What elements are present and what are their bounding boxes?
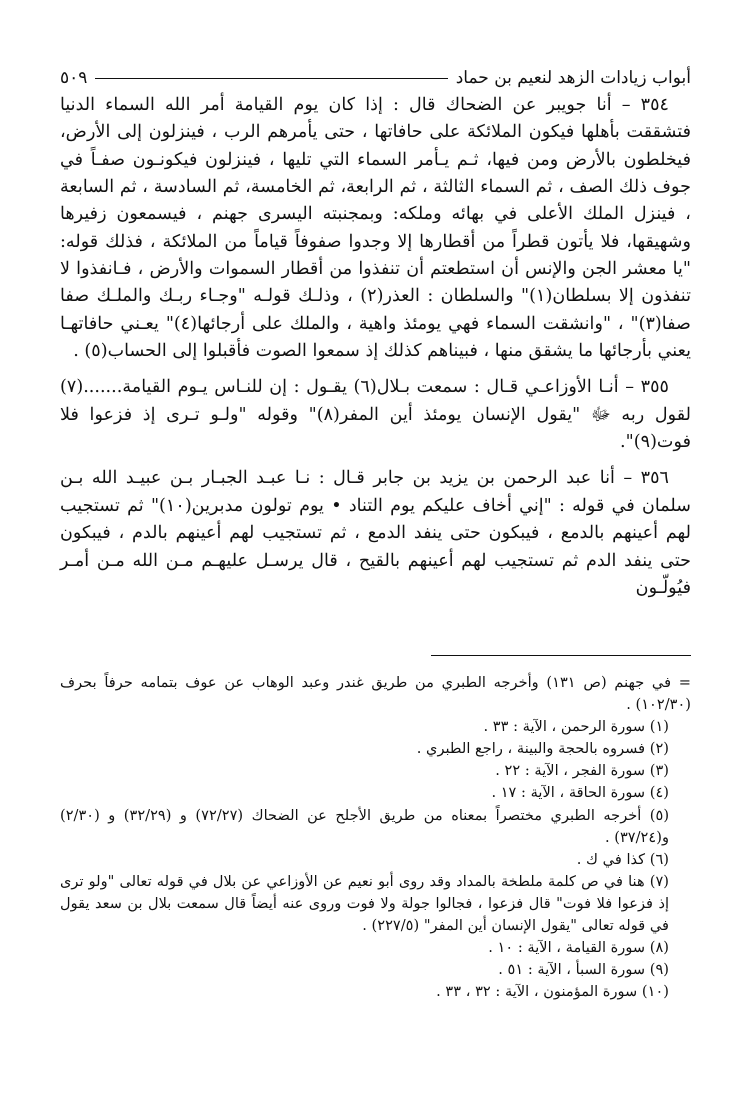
- header-rule: [95, 78, 447, 79]
- body-text: [60, 92, 691, 611]
- footnote-4: (٤) سورة الحاقة ، الآية : ١٧ .: [491, 784, 669, 802]
- footnote-6: (٦) كذا في ك .: [576, 850, 669, 868]
- page-number: ٥٠٩: [60, 68, 88, 88]
- paragraph-355: ٣٥٥ – أنـا الأوزاعـي قـال : سمعت بـلال(٦) يقـول : إن للنـاس يـوم القيامة.......(٧) لقول ربه ﷻ "يقول الإنسان يومئذ أين المفر(٨)" وقوله "ولـو تـرى إذ فزعوا فلا فوت(٩)".: [60, 377, 691, 453]
- footnote-9: (٩) سورة السبأ ، الآية : ٥١ .: [498, 961, 669, 979]
- paragraph-354: ٣٥٤ – أنا جويبر عن الضحاك قال : إذا كان يوم القيامة أمر الله السماء الدنيا فتشققت بأهلها فيكون الملائكة على حافاتها ، حتى يأمرهم الرب ، فينزلون إلى الأرض، فيخلطون بالأرض ومن فيها، ثـم يـأمر السماء التي تليها ، فينزلون فيكونـون صفـاً في جوف ذلك الصف ، ثم السماء الثالثة ، ثم الرابعة، ثم الخامسة، ثم السادسة ، ثم السابعة ، فينزل الملك الأعلى في بهائه وملكه: وبمجنبته اليسرى جهنم ، فيسمعون زفيرها وشهيقها، فلا يأتون قطراً من أقطارها إلا وجدوا صفوفاً قياماً من الملائكة ، فذلك قوله: "يا معشر الجن والإنس أن استطعتم أن تنفذوا من أقطار السموات والأرض ، فـانفذوا لا تنفذون إلا بسلطان(١)" والسلطان : العذر(٢) ، وذلـك قولـه "وجـاء ربـك والملـك صفا صفا(٣)" ، "وانشقت السماء فهي يومئذ واهية ، والملك على أرجائها(٤)" يعـني حافاتهـا يعني بأرجائها ما يشقق منها ، فبيناهم كذلك إذ سمعوا الصوت فأقبلوا إلى الحساب(٥) .: [60, 95, 691, 362]
- paragraph-356: ٣٥٦ – أنا عبد الرحمن بن يزيد بن جابر قـال : نـا عبـد الجبـار بـن عبيـد الله بـن سلمان في قوله : "إني أخاف عليكم يوم التناد • يوم تولون مدبرين(١٠)" ثم تستجيب لهم أعينهم بالدمع ، فيبكون حتى ينفد الدمع ، ثم تستجيب لهم أعينهم بالدم ، فيبكون حتى ينفد الدم ثم تستجيب لهم أعينهم بالقيح ، قال يرسـل عليهـم مـن الله مـن أمـر فيُولّـون: [60, 468, 692, 598]
- header-title: أبواب زيادات الزهد لنعيم بن حماد: [455, 68, 691, 88]
- footnote-continuation: = في جهنم (ص ١٣١) وأخرجه الطبري من طريق غندر وعبد الوهاب عن عوف بتمامه حرفاً بحرف (١٠٢/٣٠) .: [60, 674, 691, 714]
- footnote-1: (١) سورة الرحمن ، الآية : ٣٣ .: [483, 718, 669, 736]
- footnotes: [60, 672, 691, 1003]
- footnote-separator: [431, 655, 691, 656]
- footnote-7: (٧) هنا في ص كلمة ملطخة بالمداد وقد روى أبو نعيم عن الأوزاعي عن بلال في قوله تعالى "ولو ترى إذ فزعوا فلا فوت" قال فزعوا ، فجالوا جولة ولا فوت وروى عنه أيضاً قال سمعت بلال بن سعد يقول في قوله تعالى "يقول الإنسان أين المفر" (٢٢٧/٥) .: [60, 872, 669, 935]
- footnote-3: (٣) سورة الفجر ، الآية : ٢٢ .: [495, 762, 669, 780]
- footnote-2: (٢) فسروه بالحجة والبينة ، راجع الطبري .: [416, 740, 669, 758]
- footnote-5: (٥) أخرجه الطبري مختصراً بمعناه من طريق الأجلح عن الضحاك (٧٢/٢٧) و (٣٢/٢٩) و (٢/٣٠) و(٣٧/٢٤) .: [60, 806, 670, 846]
- footnote-10: (١٠) سورة المؤمنون ، الآية : ٣٢ ، ٣٣ .: [436, 983, 669, 1001]
- footnote-8: (٨) سورة القيامة ، الآية : ١٠ .: [488, 939, 669, 957]
- running-header: [60, 66, 691, 90]
